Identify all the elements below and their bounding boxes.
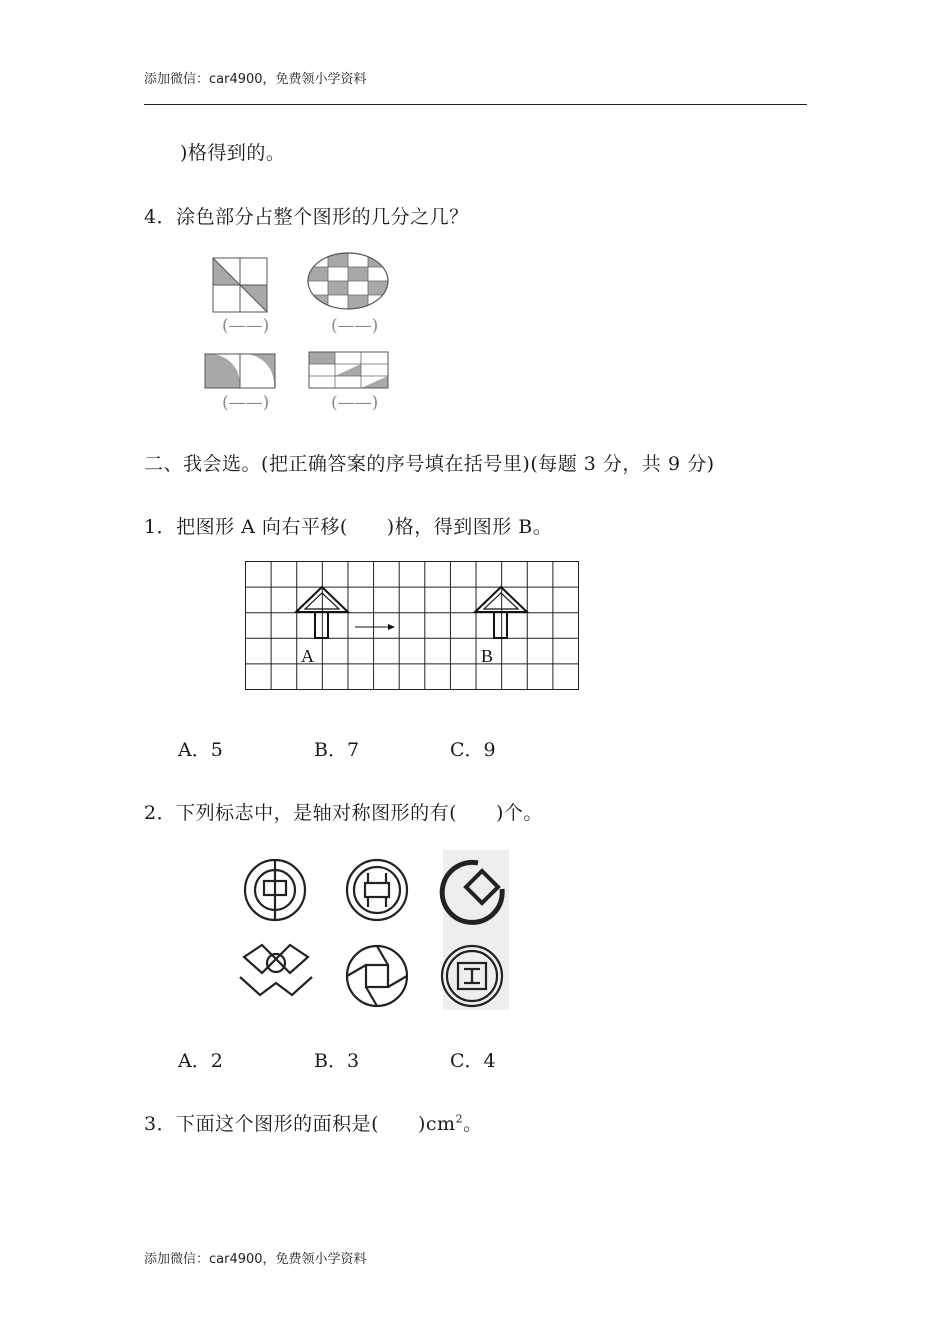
translation-grid-figure [245, 561, 579, 690]
fraction-square-figure [213, 258, 267, 312]
option-c: C．4 [450, 1050, 496, 1072]
page-header: 添加微信：car4900，免费领小学资料 [144, 72, 367, 87]
s2q3-text-end: 。 [463, 1113, 483, 1135]
s2q2-text: 2．下列标志中，是轴对称图形的有( )个。 [144, 802, 543, 824]
continuation-text: )格得到的。 [180, 142, 286, 164]
option-b: B．3 [314, 1050, 360, 1072]
section-title: 二、我会选。(把正确答案的序号填在括号里)(每题 3 分，共 9 分) [144, 453, 715, 475]
bank-logo-5-icon [347, 946, 407, 1006]
unit-superscript: 2 [455, 1112, 464, 1126]
option-b: B．7 [314, 739, 360, 761]
label-a: A [301, 646, 314, 666]
fraction-grid-figure [309, 352, 388, 388]
watermark-shape [443, 850, 509, 1010]
grid-lines [246, 562, 579, 690]
bank-logo-2-icon [347, 860, 407, 920]
q4-title: 4．涂色部分占整个图形的几分之几？ [144, 206, 469, 228]
q4-answer-blank: (——) [222, 393, 270, 413]
page-footer: 添加微信：car4900，免费领小学资料 [144, 1252, 367, 1267]
option-a: A．2 [178, 1050, 223, 1072]
label-b: B [481, 646, 494, 666]
s2q3-text-main: 3．下面这个图形的面积是( )cm [144, 1113, 456, 1135]
option-c: C．9 [450, 739, 496, 761]
s2q1-text: 1．把图形 A 向右平移( )格，得到图形 B。 [144, 516, 553, 538]
option-a: A．5 [178, 739, 223, 761]
bank-logo-4-icon [240, 945, 312, 995]
s2q3-text [144, 1109, 483, 1136]
arrow-shape-b [475, 587, 527, 638]
header-rule [144, 104, 807, 105]
bank-logo-1-icon [245, 859, 305, 921]
fraction-rectangle-arc-figure [205, 354, 275, 388]
q4-answer-blank: (——) [331, 393, 379, 413]
q4-answer-blank: (——) [222, 316, 270, 336]
direction-arrow [355, 624, 395, 630]
fraction-ellipse-figure [308, 253, 388, 309]
q4-answer-blank: (——) [331, 316, 379, 336]
bank-logos-figure [230, 845, 515, 1015]
